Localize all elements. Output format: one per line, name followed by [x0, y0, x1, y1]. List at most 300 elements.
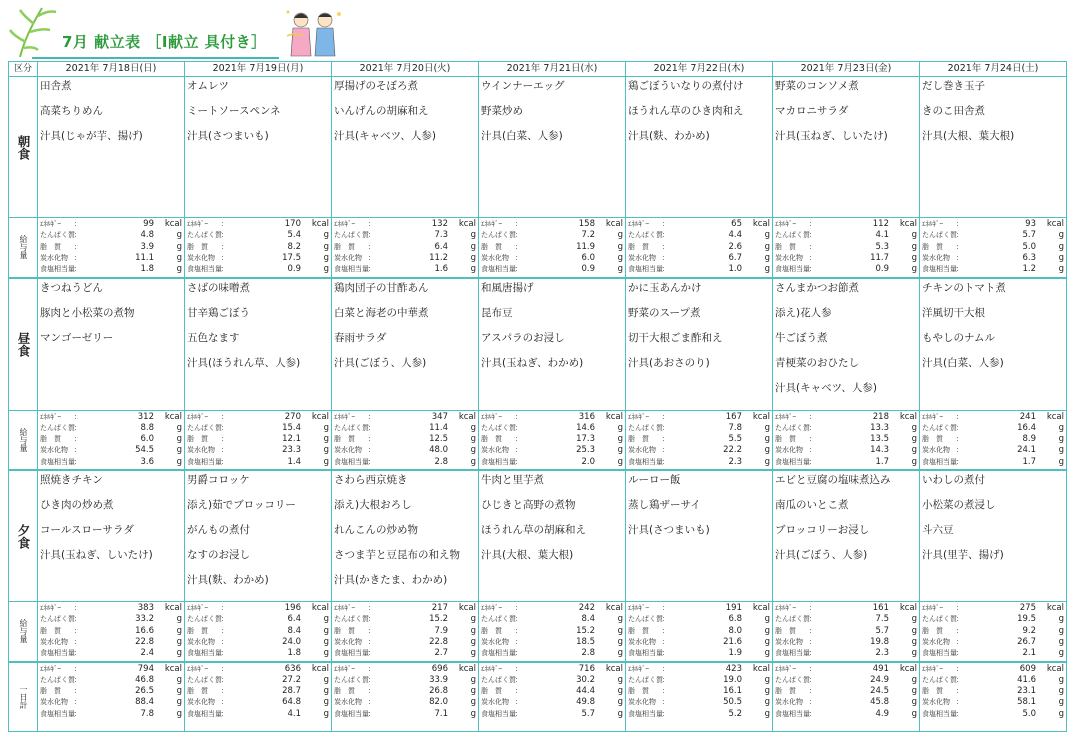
nutrient-unit: g [1058, 456, 1064, 467]
meal-row-breakfast [9, 77, 1067, 218]
nutrient-value: 270 [284, 411, 301, 422]
nutrient-value: 19.0 [723, 674, 742, 685]
nutrition-row [922, 412, 1064, 423]
nutrient-name: たんぱく質 [187, 423, 222, 432]
nutrient-unit: kcal [311, 411, 329, 422]
nutrient-unit: g [176, 686, 182, 697]
nutrient-unit: kcal [164, 603, 182, 613]
nutrition-row [481, 423, 623, 434]
nutrition-row [775, 230, 917, 241]
nutrient-colon: ： [74, 265, 81, 274]
nutrient-colon: ： [368, 231, 375, 240]
nutrient-value: 2.1 [1022, 648, 1036, 659]
nutrient-unit: g [1058, 648, 1064, 659]
nutrient-colon: ： [809, 664, 816, 673]
nutrient-name: ｴﾈﾙｷﾞｰ [775, 220, 796, 228]
nutrition-row [481, 648, 623, 659]
nutrient-name: 脂 質 [775, 687, 796, 696]
nutrient-colon: ： [74, 626, 81, 635]
nutrition-row [481, 264, 623, 275]
nutrient-value: 15.4 [282, 422, 301, 433]
meal-label-text: 夕食 [16, 523, 31, 549]
nutrient-unit: g [764, 674, 770, 685]
nutrient-unit: kcal [1046, 219, 1064, 229]
nutrient-unit: g [911, 625, 917, 636]
nutrient-value: 217 [431, 603, 448, 613]
nutrient-value: 15.2 [576, 625, 595, 636]
nutrition-row [481, 230, 623, 241]
nutrition-row [775, 242, 917, 253]
nutrient-colon: ： [956, 242, 963, 251]
nutrition-row [922, 242, 1064, 253]
nutrient-value: 0.9 [581, 264, 595, 275]
date-header: 2021年 7月21日(水) [479, 62, 626, 77]
nutrition-row [40, 434, 182, 445]
nutrient-name: 食塩相当量 [334, 649, 369, 658]
nutrient-value: 23.1 [1017, 686, 1036, 697]
nutrient-value: 716 [578, 663, 595, 674]
nutrient-unit: kcal [605, 663, 623, 674]
nutrient-colon: ： [74, 435, 81, 444]
nutrition-row [922, 709, 1064, 720]
nutrient-unit: g [176, 708, 182, 719]
nutrition-row [922, 686, 1064, 697]
nutrient-colon: ： [809, 435, 816, 444]
dish-name: 豚肉と小松菜の煮物 [40, 306, 135, 319]
dish-name: 斗六豆 [922, 524, 954, 536]
nutrition-row [40, 230, 182, 241]
dish-name: 蒸し鶏ザーサイ [628, 499, 701, 511]
nutrient-unit: kcal [899, 219, 917, 229]
nutrient-unit: g [470, 686, 476, 697]
dish-name: かに玉あんかけ [628, 281, 702, 294]
nutrient-name: 脂 質 [775, 242, 796, 251]
nutrient-name: 食塩相当量 [481, 649, 516, 658]
nutrient-name: 炭水化物 [334, 253, 362, 262]
nutrient-unit: g [176, 264, 182, 275]
nutrient-value: 8.8 [140, 422, 154, 433]
nutrient-unit: g [323, 614, 329, 625]
nutrient-value: 794 [137, 663, 154, 674]
nutrient-value: 8.4 [581, 614, 595, 625]
nutrient-colon: ： [956, 220, 963, 228]
nutrient-unit: g [617, 614, 623, 625]
nutrition-row [922, 626, 1064, 637]
nutrition-row [922, 423, 1064, 434]
nutrient-name: 脂 質 [334, 242, 355, 251]
dish-name: 鶏ごぼういなりの煮付け [628, 80, 744, 92]
nutrient-colon: ： [809, 709, 816, 718]
dish-name: 添え)大根おろし [334, 499, 412, 511]
nutrient-unit: g [617, 264, 623, 275]
nutrient-colon: ： [809, 626, 816, 635]
nutrient-value: 26.7 [1017, 636, 1036, 647]
dish-cell [773, 77, 920, 218]
nutrient-value: 41.6 [1017, 674, 1036, 685]
nutrition-row [628, 457, 770, 468]
nutrient-unit: kcal [605, 603, 623, 613]
nutrition-row [481, 253, 623, 264]
nutrient-colon: ： [74, 242, 81, 251]
nutrient-name: たんぱく質 [628, 423, 663, 432]
nutrient-value: 8.4 [287, 625, 301, 636]
nutrient-value: 7.2 [581, 230, 595, 241]
nutrient-value: 11.2 [429, 252, 448, 263]
nutrient-name: たんぱく質 [40, 615, 75, 624]
nutrient-name: ｴﾈﾙｷﾞｰ [628, 220, 649, 228]
nutrient-colon: ： [662, 675, 669, 684]
nutrient-name: ｴﾈﾙｷﾞｰ [775, 604, 796, 612]
nutrition-row [628, 637, 770, 648]
nutrient-name: 炭水化物 [628, 698, 656, 707]
nutrient-name: ｴﾈﾙｷﾞｰ [40, 604, 61, 612]
nutrient-colon: ： [809, 220, 816, 228]
dish-name: ひじきと高野の煮物 [481, 499, 576, 511]
nutrition-row [922, 648, 1064, 659]
dish-name: 野菜炒め [481, 105, 523, 117]
nutrient-name: たんぱく質 [40, 231, 75, 240]
nutrition-cell [185, 218, 332, 278]
nutrition-row [40, 603, 182, 614]
nutrient-value: 49.8 [576, 697, 595, 708]
nutrient-colon: ： [956, 412, 963, 421]
dish-name: オムレツ [187, 80, 229, 92]
date-header: 2021年 7月24日(土) [920, 62, 1067, 77]
nutrient-value: 5.2 [728, 708, 742, 719]
nutrient-colon: ： [956, 435, 963, 444]
nutrient-unit: g [176, 697, 182, 708]
nutrient-value: 4.9 [875, 708, 889, 719]
nutrient-unit: kcal [752, 411, 770, 422]
nutrient-colon: ： [74, 220, 81, 228]
nutrition-cell [332, 602, 479, 662]
nutrition-row [775, 686, 917, 697]
nutrient-value: 242 [578, 603, 595, 613]
nutrient-value: 13.5 [870, 434, 889, 445]
nutrient-value: 5.0 [1022, 708, 1036, 719]
nutrient-name: ｴﾈﾙｷﾞｰ [775, 412, 796, 421]
dish-name: 汁具(さつまいも) [628, 524, 710, 536]
nutrient-unit: g [176, 422, 182, 433]
nutrient-value: 167 [725, 411, 742, 422]
nutrient-unit: g [1058, 230, 1064, 241]
nutrient-value: 132 [431, 219, 448, 229]
nutrient-value: 383 [137, 603, 154, 613]
nutrient-value: 14.3 [870, 445, 889, 456]
nutrient-name: 脂 質 [481, 242, 502, 251]
dish-name: 汁具(じゃが芋、揚げ) [40, 130, 143, 142]
nutrient-colon: ： [662, 423, 669, 432]
nutrient-name: 食塩相当量 [40, 265, 75, 274]
nutrient-unit: g [764, 708, 770, 719]
nutrient-unit: g [470, 636, 476, 647]
nutrient-unit: g [470, 252, 476, 263]
nutrient-colon: ： [221, 435, 228, 444]
nutrition-row [334, 434, 476, 445]
nutrient-unit: g [470, 708, 476, 719]
nutrient-value: 1.6 [434, 264, 448, 275]
nutrient-name: 脂 質 [334, 626, 355, 635]
dish-name: きのこ田舎煮 [922, 105, 985, 117]
nutrient-colon: ： [662, 220, 669, 228]
dish-cell [479, 278, 626, 411]
nutrient-value: 24.0 [282, 636, 301, 647]
date-header: 2021年 7月18日(日) [38, 62, 185, 77]
nutrient-colon: ： [221, 709, 228, 718]
dish-name: ミートソースペンネ [187, 105, 281, 117]
dish-cell [773, 278, 920, 411]
nutrient-colon: ： [662, 615, 669, 624]
nutrient-unit: kcal [752, 219, 770, 229]
nutrient-colon: ： [368, 687, 375, 696]
dish-name: 野菜のスープ煮 [628, 306, 701, 319]
dish-name: なすのお浸し [187, 549, 250, 561]
nutrient-unit: g [176, 636, 182, 647]
nutrient-unit: g [911, 434, 917, 445]
nutrition-row [628, 626, 770, 637]
nutrient-colon: ： [74, 253, 81, 262]
nutrient-unit: g [617, 456, 623, 467]
nutrition-row [481, 219, 623, 230]
nutrient-unit: g [176, 445, 182, 456]
nutrient-colon: ： [515, 604, 522, 612]
nutrition-cell [479, 218, 626, 278]
nutrition-cell [185, 602, 332, 662]
nutrient-colon: ： [662, 253, 669, 262]
nutrient-value: 0.9 [875, 264, 889, 275]
nutrient-colon: ： [809, 446, 816, 455]
dish-name: 添え)茹でブロッコリー [187, 499, 296, 511]
dish-cell [920, 470, 1067, 602]
nutrient-colon: ： [221, 675, 228, 684]
nutrient-unit: g [176, 230, 182, 241]
nutrient-name: 炭水化物 [187, 253, 215, 262]
daily-total-row [9, 662, 1067, 732]
nutrition-cell [38, 602, 185, 662]
nutrient-name: たんぱく質 [481, 675, 516, 684]
nutrient-value: 2.4 [140, 648, 154, 659]
nutrient-value: 11.4 [429, 422, 448, 433]
nutrition-row [775, 445, 917, 456]
dish-cell [773, 470, 920, 602]
nutrient-colon: ： [662, 664, 669, 673]
nutrition-row [628, 686, 770, 697]
nutrient-name: たんぱく質 [628, 675, 663, 684]
nutrient-colon: ： [956, 675, 963, 684]
dish-name: 汁具(キャベツ、人参) [334, 130, 436, 142]
nutrient-colon: ： [221, 626, 228, 635]
menu-table [8, 61, 1067, 732]
nutrient-colon: ： [956, 664, 963, 673]
nutrient-colon: ： [515, 242, 522, 251]
nutrient-unit: g [1058, 264, 1064, 275]
dish-name: さんまかつお節煮 [775, 281, 859, 294]
dish-name: 洋風切干大根 [922, 306, 985, 319]
nutrient-colon: ： [956, 615, 963, 624]
nutrient-unit: g [1058, 625, 1064, 636]
nutrition-cell [626, 602, 773, 662]
nutrient-colon: ： [515, 626, 522, 635]
nutrition-row [922, 230, 1064, 241]
nutrient-name: 炭水化物 [922, 698, 950, 707]
nutrient-value: 6.4 [434, 241, 448, 252]
dish-cell [626, 470, 773, 602]
nutrient-colon: ： [662, 446, 669, 455]
nutrient-value: 1.9 [728, 648, 742, 659]
nutrition-row [775, 675, 917, 686]
dish-name: 厚揚げのそぼろ煮 [334, 80, 418, 92]
nutrient-unit: g [323, 252, 329, 263]
nutrient-colon: ： [221, 242, 228, 251]
nutrient-unit: g [323, 264, 329, 275]
nutrient-name: 炭水化物 [334, 637, 362, 646]
nutrition-cell [38, 410, 185, 470]
nutrient-colon: ： [221, 423, 228, 432]
nutrient-unit: g [617, 625, 623, 636]
nutrient-colon: ： [809, 604, 816, 612]
nutrient-unit: g [617, 674, 623, 685]
nutrient-unit: g [470, 697, 476, 708]
nutrient-unit: g [323, 456, 329, 467]
daily-total-cell [626, 662, 773, 732]
nutrient-colon: ： [662, 412, 669, 421]
nutrition-row [628, 230, 770, 241]
nutrient-unit: g [176, 252, 182, 263]
nutrient-colon: ： [221, 664, 228, 673]
dish-name: きつねうどん [40, 281, 103, 294]
nutrient-unit: kcal [899, 603, 917, 613]
nutrition-row [187, 626, 329, 637]
nutrient-value: 1.0 [728, 264, 742, 275]
nutrition-row [334, 664, 476, 675]
dish-name: 牛肉と里芋煮 [481, 474, 544, 486]
dish-name: 汁具(あおさのり) [628, 356, 710, 369]
nutrient-value: 218 [872, 411, 889, 422]
nutrient-unit: g [911, 674, 917, 685]
nutrient-colon: ： [662, 709, 669, 718]
nutrition-row [775, 412, 917, 423]
nutrient-unit: g [1058, 686, 1064, 697]
nutrient-name: 脂 質 [628, 626, 649, 635]
nutrient-name: 炭水化物 [481, 637, 509, 646]
nutrient-unit: g [323, 674, 329, 685]
nutrient-unit: g [470, 625, 476, 636]
nutrition-row [334, 219, 476, 230]
nutrient-value: 64.8 [282, 697, 301, 708]
nutrition-row [334, 614, 476, 625]
nutrition-row [40, 626, 182, 637]
nutrient-colon: ： [221, 687, 228, 696]
nutrient-value: 24.9 [870, 674, 889, 685]
nutrient-colon: ： [74, 457, 81, 466]
nutrient-name: ｴﾈﾙｷﾞｰ [922, 664, 943, 673]
nutrient-name: たんぱく質 [187, 615, 222, 624]
nutrient-unit: g [1058, 445, 1064, 456]
dish-name: 汁具(ほうれん草、人参) [187, 356, 301, 369]
nutrient-value: 2.0 [581, 456, 595, 467]
dish-name: 汁具(玉ねぎ、しいたけ) [40, 549, 153, 561]
nutrient-colon: ： [368, 446, 375, 455]
dish-cell [185, 77, 332, 218]
dish-name: 照焼きチキン [40, 474, 103, 486]
nutrition-cell [332, 218, 479, 278]
nutrition-row [334, 637, 476, 648]
nutrition-row [775, 603, 917, 614]
nutrient-name: 炭水化物 [40, 637, 68, 646]
nutrient-colon: ： [956, 626, 963, 635]
nutrition-row [187, 648, 329, 659]
nutrient-colon: ： [809, 265, 816, 274]
nutrient-value: 4.1 [875, 230, 889, 241]
nutrition-row [775, 637, 917, 648]
nutrient-colon: ： [368, 709, 375, 718]
dish-name: 五色なます [187, 331, 240, 344]
nutrient-unit: g [617, 252, 623, 263]
nutrient-name: 脂 質 [334, 687, 355, 696]
nutrition-row [628, 709, 770, 720]
nutrient-unit: g [176, 614, 182, 625]
nutrient-unit: kcal [1046, 411, 1064, 422]
nutrient-value: 5.0 [1022, 241, 1036, 252]
nutrient-name: たんぱく質 [922, 231, 957, 240]
nutrient-unit: g [323, 434, 329, 445]
nutrient-value: 1.7 [1022, 456, 1036, 467]
nutrient-colon: ： [515, 687, 522, 696]
nutrient-name: 脂 質 [481, 435, 502, 444]
nutrition-row [40, 242, 182, 253]
nutrient-value: 7.5 [875, 614, 889, 625]
nutrient-name: 脂 質 [187, 626, 208, 635]
dish-name: 汁具(白菜、人参) [481, 130, 563, 142]
nutrition-cell [773, 218, 920, 278]
nutrition-row [40, 664, 182, 675]
nutrient-colon: ： [221, 698, 228, 707]
nutrition-row [481, 626, 623, 637]
nutrient-name: ｴﾈﾙｷﾞｰ [628, 412, 649, 421]
date-header: 2021年 7月22日(木) [626, 62, 773, 77]
nutrient-name: 脂 質 [334, 435, 355, 444]
nutrition-row [481, 664, 623, 675]
nutrient-colon: ： [809, 231, 816, 240]
nutrient-name: 炭水化物 [775, 446, 803, 455]
dish-cell [332, 470, 479, 602]
nutrition-cell [332, 410, 479, 470]
nutrient-unit: kcal [164, 219, 182, 229]
dish-name: ほうれん草のひき肉和え [628, 105, 744, 117]
nutrient-unit: g [323, 445, 329, 456]
nutrient-unit: g [176, 434, 182, 445]
nutrition-row [922, 697, 1064, 708]
nutrient-value: 4.4 [728, 230, 742, 241]
nutrition-cell [920, 602, 1067, 662]
nutrient-value: 45.8 [870, 697, 889, 708]
nutrient-unit: g [764, 636, 770, 647]
nutrition-label-text: 給与量 [19, 427, 28, 452]
nutrient-value: 7.9 [434, 625, 448, 636]
nutrient-colon: ： [809, 675, 816, 684]
nutrient-value: 58.1 [1017, 697, 1036, 708]
title-bar [0, 0, 1076, 60]
nutrient-value: 3.6 [140, 456, 154, 467]
nutrient-value: 0.9 [287, 264, 301, 275]
nutrition-cell [185, 410, 332, 470]
nutrient-unit: kcal [605, 411, 623, 422]
nutrient-name: たんぱく質 [40, 675, 75, 684]
nutrient-name: 食塩相当量 [187, 265, 222, 274]
nutrient-colon: ： [515, 435, 522, 444]
nutrition-row [334, 412, 476, 423]
nutrient-unit: g [911, 241, 917, 252]
